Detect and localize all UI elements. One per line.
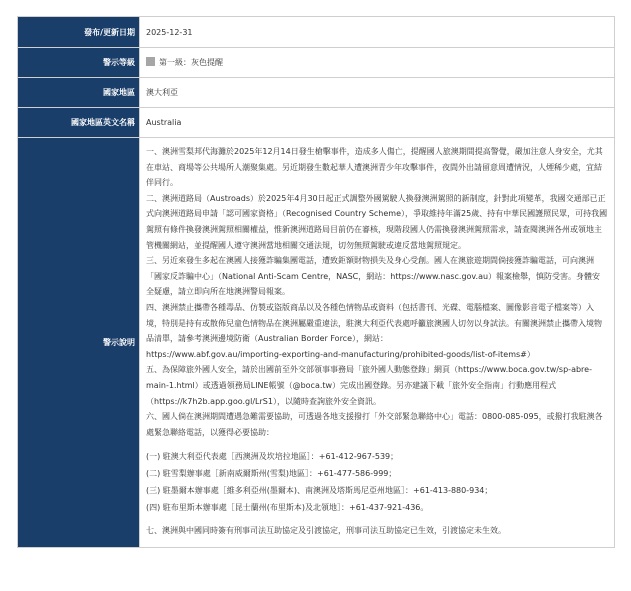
app-link[interactable]: https://k7h2b.app.goo.gl/LrS1 [154,396,273,406]
row-description [18,138,615,548]
description-item-5-text: 五、為保障旅外國人安全，請於出國前至外交部領事事務局「旅外國人動態登錄」網頁（ [146,365,458,375]
boca-link[interactable]: https://www.boca.gov.tw/sp-abre-main-1.html [146,365,592,390]
region-en-label: 國家地區英文名稱 [18,108,140,138]
row-date [18,17,615,48]
region-en-value: Australia [140,108,615,138]
level-value: 第一級：灰色提醒 [159,58,223,67]
description-item-4-text: 四、澳洲禁止攜帶各種毒品、仿製或盜版商品以及各種色情物品或資料（包括書刊、光碟、電腦檔案、圖像影音電子檔案等）入境，特別是持有或散佈兒童色情物品在澳洲屬嚴重違法，駐澳大利亞代表處呼籲旅澳國人切勿以身試法。有關澳洲禁止攜帶入境物品清單，請參考澳洲邊境防衛（Australian Border Force），網站： [146,302,602,344]
level-label: 警示等級 [18,48,140,78]
description-item-7: 七、澳洲與中國同時簽有刑事司法互助協定及引渡協定，刑事司法互助協定已生效，引渡協定未生效。 [146,526,506,536]
date-value: 2025-12-31 [140,17,615,48]
contact-item: (三) 駐墨爾本辦事處［維多利亞州(墨爾本)、南澳洲及塔斯馬尼亞州地區］：+61-413-880-934； [146,486,493,496]
row-level [18,48,615,78]
nasc-link[interactable]: https://www.nasc.gov.au [390,271,489,281]
row-region-en [18,108,615,138]
description-item-5 [146,362,608,409]
region-label: 國家地區 [18,78,140,108]
description-label: 警示說明 [18,138,140,548]
contact-list [146,448,608,516]
description-item-3-text-end: ）報案檢舉，慎防受害。身體安全疑慮，請立即向所在地澳洲警局報案。 [146,271,601,297]
description-item-5-text-end: ），以隨時查詢旅外安全資訊。 [272,396,381,406]
description-item-3 [146,253,608,300]
contact-item: (二) 駐雪梨辦事處［新南威爾斯州(雪梨)地區］：+61-477-586-999； [146,469,397,479]
level-value-cell [140,48,615,78]
description-item-6: 六、國人倘在澳洲期間遭遇急難需要協助，可透過各地支援撥打「外交部緊急聯絡中心」電話：0800-085-095，或撥打我駐澳各處緊急聯絡電話，以獲得必要協助： [146,412,603,437]
description-item-3-text: 三、另近來發生多起在澳國人接獲詐騙集團電話，遭致鉅額財物損失及身心受創。國人在澳旅遊期間倘接獲詐騙電話，可向澳洲「國家反詐騙中心」（National Anti-Scam Centre，NASC，網站： [146,256,594,281]
travel-warning-table [17,16,615,548]
gray-level-swatch-icon [146,57,155,66]
description-item-4 [146,300,608,362]
description-item-5-text-mid: ）或透過領務局LINE帳號（@boca.tw）完成出國登錄。另亦建議下載「旅外安全指南」行動應用程式（ [146,380,557,406]
contact-item: (四) 駐布里斯本辦事處［昆士蘭州(布里斯本)及北領地］：+61-437-921-436。 [146,503,429,513]
description-body [140,138,615,548]
region-value: 澳大利亞 [140,78,615,108]
description-item-1: 一、澳洲雪梨邦代海灘於2025年12月14日發生槍擊事件，造成多人傷亡，提醒國人旅澳期間提高警覺，嚴加注意人身安全，尤其在車站、商場等公共場所人潮聚集處。另近期發生數起華人遭澳洲青少年攻擊事件，夜間外出請留意周遭情況，人煙稀少處，宜結伴同行。 [146,147,603,188]
contact-item: (一) 駐澳大利亞代表處［西澳洲及坎培拉地區］：+61-412-967-539； [146,452,399,462]
row-region [18,78,615,108]
abf-link[interactable]: https://www.abf.gov.au/importing-exporting-and-manufacturing/prohibited-goods/list-of-items# [146,349,527,359]
date-label: 發布/更新日期 [18,17,140,48]
description-item-2: 二、澳洲道路局（Austroads）於2025年4月30日起正式調整外國駕駛人換發澳洲駕照的新制度，針對此項變革，我國交通部已正式向澳洲道路局申請「認可國家資格」（Recognised Country Scheme），爭取維持年滿25歲、持有中華民國護照民眾，可持我國駕照有條件換發澳洲駕照相關權益，惟新澳洲道路局目前仍在審核，現階段國人仍需換發澳洲駕照需求，請查閱澳洲各州或領地主管機關網站，並提醒國人遵守澳洲當地相關交通法規，切勿無照駕駛或違反當地駕照規定。 [146,193,608,250]
description-item-4-text-end: ） [526,349,535,359]
